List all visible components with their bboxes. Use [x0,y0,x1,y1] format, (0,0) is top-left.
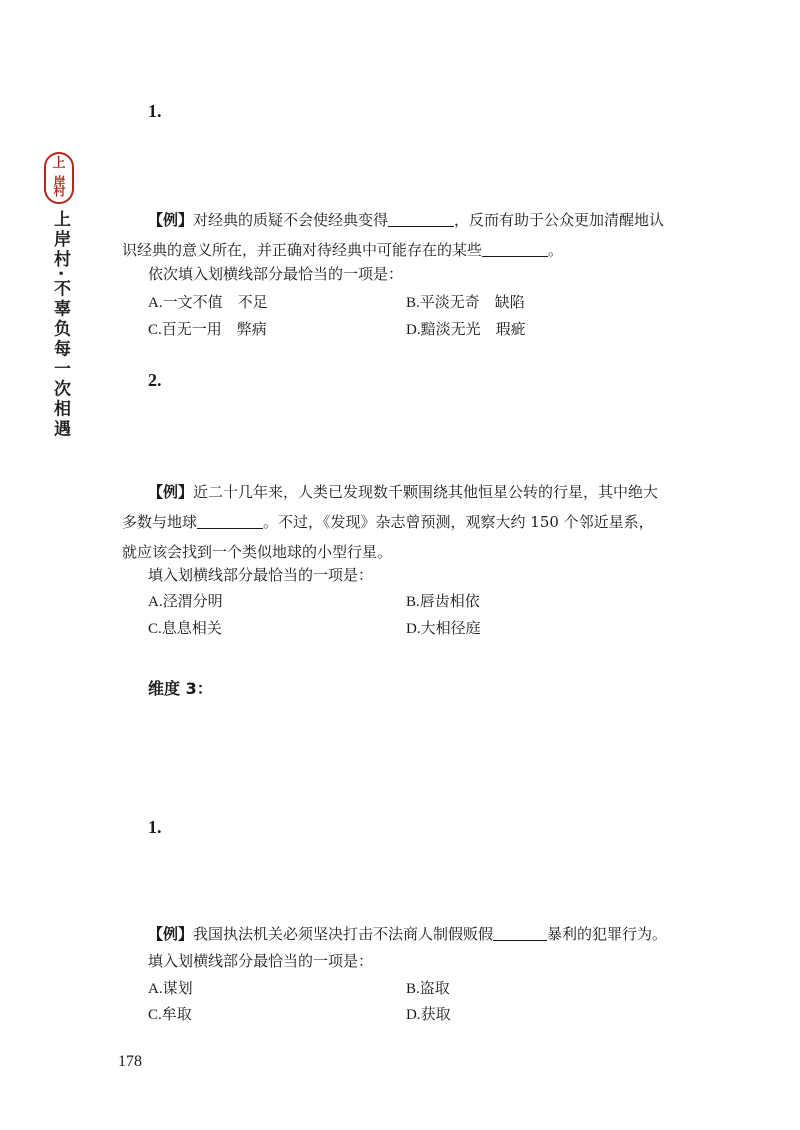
question-number-1: 1. [148,101,162,121]
question-1-stem-line-1: 【例】对经典的质疑不会使经典变得 ，反而有助于公众更加清醒地认 [148,205,664,235]
question-3-stem-line-1: 【例】我国执法机关必须坚决打击不法商人制假贩假 暴利的犯罪行为。 [148,919,667,949]
section-title: 维度 3： [148,679,213,698]
answer-blank [197,510,263,529]
option-c: C.百无一用 弊病 [148,320,267,338]
question-2-stem-line-2: 多数与地球 。不过，《发现》杂志曾预测，观察大约 150 个邻近星系， [122,507,658,537]
answer-blank [493,922,547,941]
answer-blank [482,238,548,257]
question-1-stem-line-2: 识经典的意义所在，并正确对待经典中可能存在的某些 。 [122,235,664,265]
question-1-stem [122,205,665,265]
option-b: B.唇齿相依 [406,592,480,610]
logo-seal-top-text: 上 [52,156,66,171]
question-2-stem-line-3: 就应该会找到一个类似地球的小型行星。 [122,543,393,561]
option-c: C.牟取 [148,1005,192,1023]
question-number-2: 2. [148,370,162,390]
answer-blank [388,208,454,227]
example-tag: 【例】 [148,925,194,943]
option-d: D.黯淡无光 瑕疵 [406,320,526,338]
question-3-prompt: 填入划横线部分最恰当的一项是： [148,952,374,970]
sidebar-motto: 上岸村·不辜负每一次相遇 [50,210,70,440]
option-b: B.盗取 [406,979,450,997]
option-a: A.一文不值 不足 [148,293,268,311]
option-d: D.大相径庭 [406,619,481,637]
option-d: D.获取 [406,1005,451,1023]
option-a: A.谋划 [148,979,193,997]
question-3-stem [148,919,667,949]
option-a: A.泾渭分明 [148,592,223,610]
logo-seal [44,152,74,204]
option-b: B.平淡无奇 缺陷 [406,293,525,311]
question-1-prompt: 依次填入划横线部分最恰当的一项是： [148,265,404,283]
question-2-stem [122,477,659,567]
page-number: 178 [118,1053,142,1070]
example-tag: 【例】 [148,211,194,229]
question-2-prompt: 填入划横线部分最恰当的一项是： [148,566,374,584]
logo-seal-bottom-text: 岸村 [52,175,66,195]
option-c: C.息息相关 [148,619,222,637]
example-tag: 【例】 [148,483,194,501]
question-2-stem-line-1: 【例】近二十几年来，人类已发现数千颗围绕其他恒星公转的行星，其中绝大 [148,483,659,501]
question-number-3: 1. [148,817,162,837]
